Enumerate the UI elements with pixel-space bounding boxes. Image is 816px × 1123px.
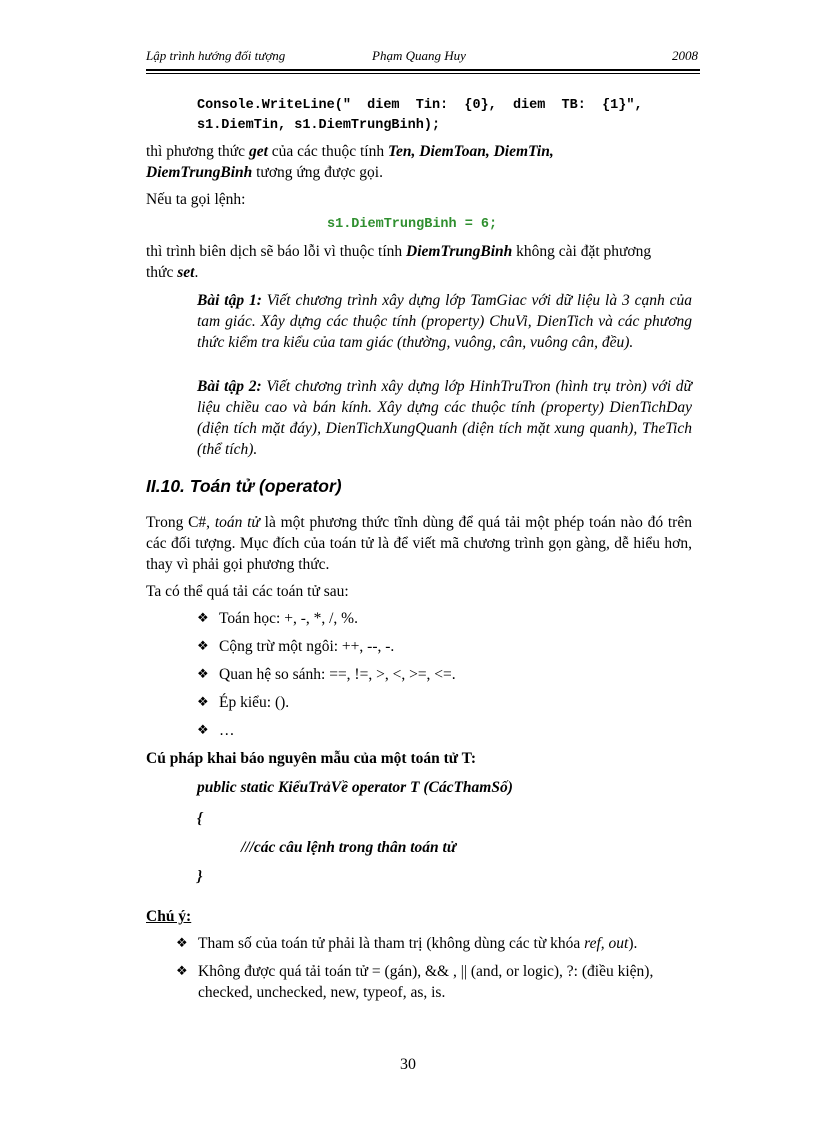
syntax-open-brace: {	[197, 810, 203, 827]
paragraph-get	[146, 141, 692, 183]
text: là một phương thức tĩnh dùng để quá tải một phép toán nào đó trên các đối tượng. Mục đích của toán tử là để viết mã chương trình gọn gàng, dễ hiểu hơn, thay vì phải gọi phương thức.	[146, 514, 692, 573]
exercise-label: Bài tập 2:	[197, 378, 262, 395]
text: thì phương thức	[146, 143, 249, 160]
text: Trong C#,	[146, 514, 215, 531]
list-item-text: Cộng trừ một ngôi: ++, --, -.	[219, 638, 395, 655]
exercise-text: Viết chương trình xây dựng lớp HinhTruTron (hình trụ tròn) với dữ liệu chiều cao và bán kính. Xây dựng các thuộc tính (property) DienTichDay (diện tích mặt đáy), DienTichXungQuanh (diện tích mặt xung quanh), TheTich (thể tích).	[197, 378, 692, 458]
syntax-declaration: public static KiểuTrảVề operator T (CácThamSố)	[197, 779, 513, 796]
syntax-body-comment: ///các câu lệnh trong thân toán tử	[241, 839, 457, 856]
paragraph-call: Nếu ta gọi lệnh:	[146, 191, 246, 208]
keyword: ref, out	[584, 935, 629, 952]
syntax-title: Cú pháp khai báo nguyên mẫu của một toán tử T:	[146, 750, 477, 767]
header-right: 2008	[672, 48, 698, 63]
note-item-text	[198, 933, 637, 954]
code-block-writeline	[197, 96, 697, 136]
header-rule-thick	[146, 69, 700, 71]
property-list: Ten, DiemToan, DiemTin,	[387, 143, 554, 160]
code-line: s1.DiemTin, s1.DiemTrungBinh);	[197, 118, 441, 133]
list-item-text: Ép kiểu: ().	[219, 694, 290, 711]
page-header	[146, 48, 698, 68]
text: thức	[146, 264, 178, 281]
code-line: Console.WriteLine(" diem Tin: {0}, diem TB: {1}",	[197, 98, 643, 113]
text: tương ứng được gọi.	[252, 164, 383, 181]
list-item-text: Toán học: +, -, *, /, %.	[219, 610, 358, 627]
property-name: DiemTrungBinh	[146, 164, 253, 181]
text: ).	[628, 935, 638, 952]
text: Không được quá tải toán tử = (gán), && , || (and, or logic), ?: (điều kiện),	[198, 963, 654, 980]
syntax-close-brace: }	[197, 868, 203, 885]
diamond-bullet-icon: ❖	[197, 667, 209, 682]
property-name: DiemTrungBinh	[406, 243, 513, 260]
text: của các thuộc tính	[267, 143, 388, 160]
header-rule-thin	[146, 73, 700, 74]
section-heading: II.10. Toán tử (operator)	[146, 476, 342, 496]
list-item-text: …	[219, 722, 235, 739]
paragraph-overloadable: Ta có thể quá tải các toán tử sau:	[146, 583, 349, 600]
diamond-bullet-icon: ❖	[197, 723, 209, 738]
note-item-text	[198, 961, 653, 1003]
header-left: Lập trình hướng đối tượng	[146, 48, 286, 63]
keyword-set: set	[177, 264, 195, 281]
text: không cài đặt phương	[512, 243, 652, 260]
keyword-get: get	[248, 143, 268, 160]
diamond-bullet-icon: ❖	[197, 611, 209, 626]
list-item-text: Quan hệ so sánh: ==, !=, >, <, >=, <=.	[219, 666, 456, 683]
diamond-bullet-icon: ❖	[176, 936, 188, 951]
paragraph-operator-intro	[146, 512, 692, 575]
diamond-bullet-icon: ❖	[197, 639, 209, 654]
text: .	[194, 264, 199, 281]
text: checked, unchecked, new, typeof, as, is.	[198, 984, 446, 1001]
exercise-2	[197, 376, 692, 460]
exercise-label: Bài tập 1:	[197, 292, 262, 309]
exercise-1	[197, 290, 692, 353]
code-assign: s1.DiemTrungBinh = 6;	[327, 217, 498, 232]
exercise-text: Viết chương trình xây dựng lớp TamGiac với dữ liệu là 3 cạnh của tam giác. Xây dựng các thuộc tính (property) ChuVi, DienTich và các phương thức kiểm tra kiểu của tam giác (thường, vuông, cân, vuông cân, đều).	[197, 292, 692, 351]
text: thì trình biên dịch sẽ báo lỗi vì thuộc tính	[146, 243, 407, 260]
term: toán tử	[214, 514, 260, 531]
paragraph-error	[146, 241, 692, 283]
text: Tham số của toán tử phải là tham trị (không dùng các từ khóa	[198, 935, 585, 952]
header-center: Phạm Quang Huy	[372, 48, 466, 63]
page-number: 30	[400, 1056, 416, 1073]
diamond-bullet-icon: ❖	[176, 964, 188, 979]
diamond-bullet-icon: ❖	[197, 695, 209, 710]
note-title: Chú ý:	[146, 908, 192, 925]
